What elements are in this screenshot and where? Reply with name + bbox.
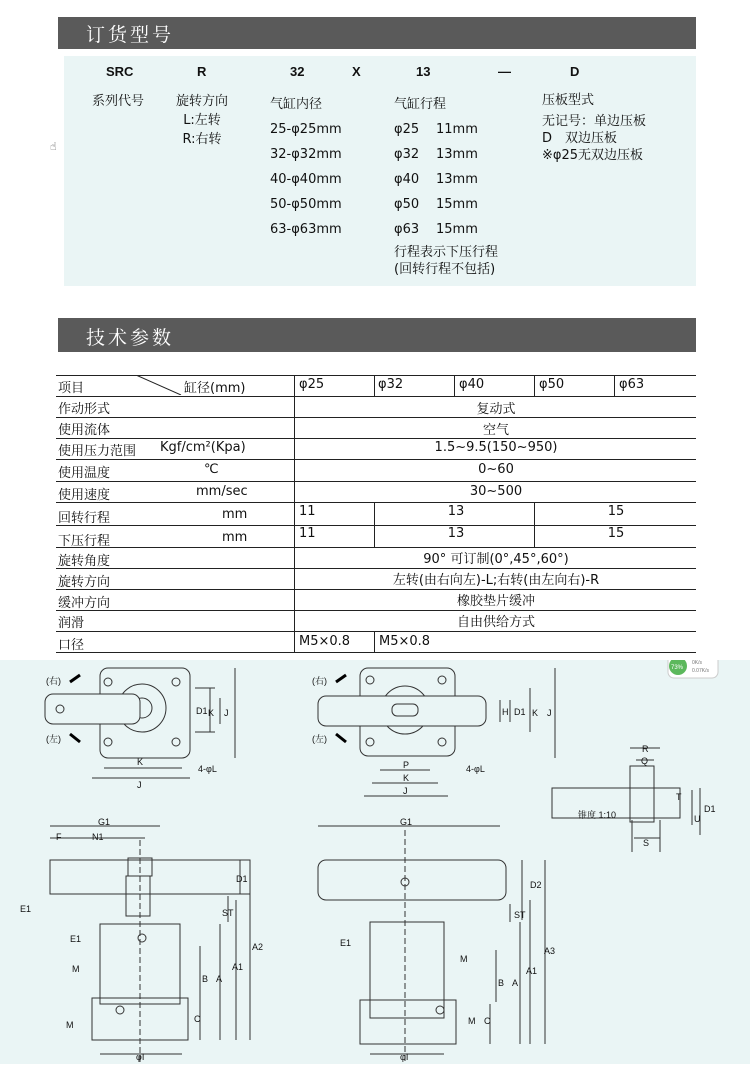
dim-label: ST [222, 908, 234, 918]
dim-label: M [72, 964, 80, 974]
rotation-right: R:右转 [182, 132, 222, 147]
code-rotation: R [197, 64, 207, 79]
badge-up: 0K/s [692, 660, 703, 666]
col-size: φ50 [539, 377, 565, 392]
dim-label: G1 [98, 817, 111, 827]
dim-label: K [532, 708, 539, 718]
rotation-title: 旋转方向 [176, 94, 229, 109]
table-row-port [56, 631, 696, 653]
col-size: φ25 [299, 377, 325, 392]
taper-label: 锥度 1:10 [578, 810, 617, 820]
dim-label: D1 [704, 804, 716, 814]
row-label: 旋转方向 [58, 575, 111, 590]
rotation-column [176, 92, 228, 149]
dim-label: H [502, 707, 509, 717]
dim-label: N1 [92, 832, 104, 842]
hand-cursor-icon: ☝ [50, 140, 57, 153]
row-value: 空气 [482, 423, 509, 438]
row-value: 橡胶垫片缓冲 [456, 594, 535, 609]
stroke-column [394, 92, 544, 278]
dim-label: K [208, 708, 215, 718]
code-plate: D [570, 64, 580, 79]
dim-label: J [224, 708, 229, 718]
table-row [56, 438, 696, 460]
row-unit: ℃ [204, 462, 219, 477]
badge-down: 0.07K/s [692, 668, 709, 674]
dim-label: D1 [196, 706, 208, 716]
code-bore: 32 [290, 64, 305, 79]
rotate-right-label-2: (右) [312, 676, 327, 686]
row-value: 11 [299, 526, 316, 541]
order-code-panel [64, 56, 696, 286]
badge-percent: 73% [671, 665, 684, 671]
row-label: 使用压力范围 [58, 444, 137, 459]
dim-label: C [484, 1016, 491, 1026]
row-label: 下压行程 [58, 534, 111, 549]
plate-option: D 双边压板 [542, 131, 618, 146]
speed-badge [668, 660, 718, 678]
table-row [56, 547, 696, 569]
stroke-value: 15mm [436, 197, 478, 212]
row-label: 回转行程 [58, 511, 111, 526]
dim-label: R [642, 744, 649, 754]
row-label: 缓冲方向 [58, 596, 111, 611]
series-label: 系列代号 [92, 94, 145, 109]
row-value: 15 [607, 504, 625, 519]
row-unit: mm [222, 507, 248, 522]
row-value: 30~500 [469, 484, 523, 499]
dim-label: C [194, 1014, 201, 1024]
row-label: 润滑 [58, 616, 85, 631]
dim-label: A1 [526, 966, 538, 976]
dim-label: E1 [20, 904, 32, 914]
dim-label: A3 [544, 946, 556, 956]
row-value: M5×0.8 [299, 634, 351, 649]
stroke-note: 行程表示下压行程 [394, 245, 499, 260]
code-stroke: 13 [416, 64, 431, 79]
stroke-value: 13mm [436, 147, 478, 162]
stroke-value: 13mm [436, 172, 478, 187]
table-row [56, 568, 696, 590]
col-item: 项目 [58, 381, 85, 396]
stroke-note: (回转行程不包括) [394, 262, 496, 277]
row-label: 使用流体 [58, 423, 111, 438]
dim-label: 4-φL [466, 764, 485, 774]
dim-label: S [643, 838, 650, 848]
code-series: SRC [106, 64, 134, 79]
plate-title: 压板型式 [542, 93, 595, 108]
bore-option: 25-φ25mm [270, 122, 342, 137]
row-value: M5×0.8 [379, 634, 431, 649]
row-value: 15 [607, 526, 625, 541]
col-bore: 缸径(mm) [184, 381, 246, 396]
rotate-left-label: (左) [46, 734, 61, 744]
order-section-header [58, 17, 696, 49]
order-section-title: 订货型号 [86, 24, 175, 46]
dim-label: J [403, 786, 408, 796]
col-size: φ63 [619, 377, 645, 392]
tech-section-title: 技术参数 [86, 327, 175, 349]
dim-label: M [66, 1020, 74, 1030]
stroke-bore: φ25 [394, 122, 420, 137]
dim-label: A2 [252, 942, 264, 952]
dim-label: A [512, 978, 519, 988]
bore-option: 32-φ32mm [270, 147, 342, 162]
dimension-drawing [0, 660, 750, 1064]
row-label: 使用温度 [58, 466, 111, 481]
row-value: 自由供给方式 [456, 615, 535, 630]
table-row [56, 417, 696, 439]
dim-label: φI [136, 1052, 145, 1062]
row-value: 11 [299, 504, 316, 519]
row-value: 90° 可订制(0°,45°,60°) [423, 552, 569, 567]
table-row [56, 610, 696, 632]
table-row [56, 459, 696, 482]
row-value: 复动式 [476, 402, 516, 417]
dim-label: φI [400, 1052, 409, 1062]
header-diagonal [56, 375, 696, 395]
rotate-left-label-2: (左) [312, 734, 327, 744]
dim-label: U [694, 814, 701, 824]
rotate-right-label: (右) [46, 676, 61, 686]
dim-label: M [468, 1016, 476, 1026]
dim-label: D2 [530, 880, 542, 890]
dim-label: D1 [514, 707, 526, 717]
table-row [56, 481, 696, 503]
dim-label: ST [514, 910, 526, 920]
row-unit: Kgf/cm²(Kpa) [160, 440, 246, 455]
col-size: φ32 [378, 377, 404, 392]
dim-label: A1 [232, 962, 244, 972]
stroke-bore: φ32 [394, 147, 420, 162]
col-size: φ40 [459, 377, 485, 392]
row-value: 0~60 [478, 462, 514, 477]
row-label: 使用速度 [58, 488, 111, 503]
bore-column [270, 92, 342, 242]
dim-label: B [202, 974, 209, 984]
dim-label: K [137, 757, 144, 767]
dim-label: A [216, 974, 223, 984]
dim-label: K [403, 773, 410, 783]
rotation-left: L:左转 [183, 113, 221, 128]
bore-option: 63-φ63mm [270, 222, 342, 237]
row-label: 口径 [58, 638, 85, 653]
table-row-down-stroke [56, 525, 696, 548]
row-label: 作动形式 [58, 402, 111, 417]
stroke-title: 气缸行程 [394, 97, 447, 112]
dim-label: 4-φL [198, 764, 217, 774]
row-value: 左转(由右向左)-L;右转(由左向右)-R [392, 573, 600, 588]
code-x: X [352, 64, 361, 79]
row-value: 13 [447, 504, 465, 519]
tech-section-header [58, 318, 696, 352]
dim-label: P [403, 760, 410, 770]
plate-note: ※φ25无双边压板 [542, 148, 644, 163]
dim-label: J [547, 708, 552, 718]
row-value: 13 [447, 526, 465, 541]
table-row [56, 589, 696, 611]
dim-label: B [498, 978, 505, 988]
row-unit: mm/sec [196, 484, 248, 499]
dim-label: D1 [236, 874, 248, 884]
stroke-bore: φ63 [394, 222, 420, 237]
row-value: 1.5~9.5(150~950) [434, 440, 558, 455]
stroke-bore: φ50 [394, 197, 420, 212]
stroke-value: 15mm [436, 222, 478, 237]
plate-option: 无记号：单边压板 [542, 114, 647, 129]
stroke-bore: φ40 [394, 172, 420, 187]
table-row [56, 396, 696, 418]
dim-label: M [460, 954, 468, 964]
drawing-svg [0, 660, 750, 1064]
bore-option: 40-φ40mm [270, 172, 342, 187]
dim-label: J [137, 780, 142, 790]
row-unit: mm [222, 530, 248, 545]
stroke-value: 11mm [436, 122, 478, 137]
plate-column [542, 92, 646, 164]
bore-option: 50-φ50mm [270, 197, 342, 212]
dim-label: T [676, 792, 682, 802]
dim-label: F [56, 832, 62, 842]
table-row-return-stroke [56, 502, 696, 526]
dim-label: Q [641, 756, 649, 766]
dim-label: G1 [400, 817, 413, 827]
dim-label: E1 [70, 934, 82, 944]
code-dash: — [498, 64, 511, 79]
dim-label: E1 [340, 938, 352, 948]
bore-title: 气缸内径 [270, 97, 323, 112]
row-label: 旋转角度 [58, 554, 111, 569]
